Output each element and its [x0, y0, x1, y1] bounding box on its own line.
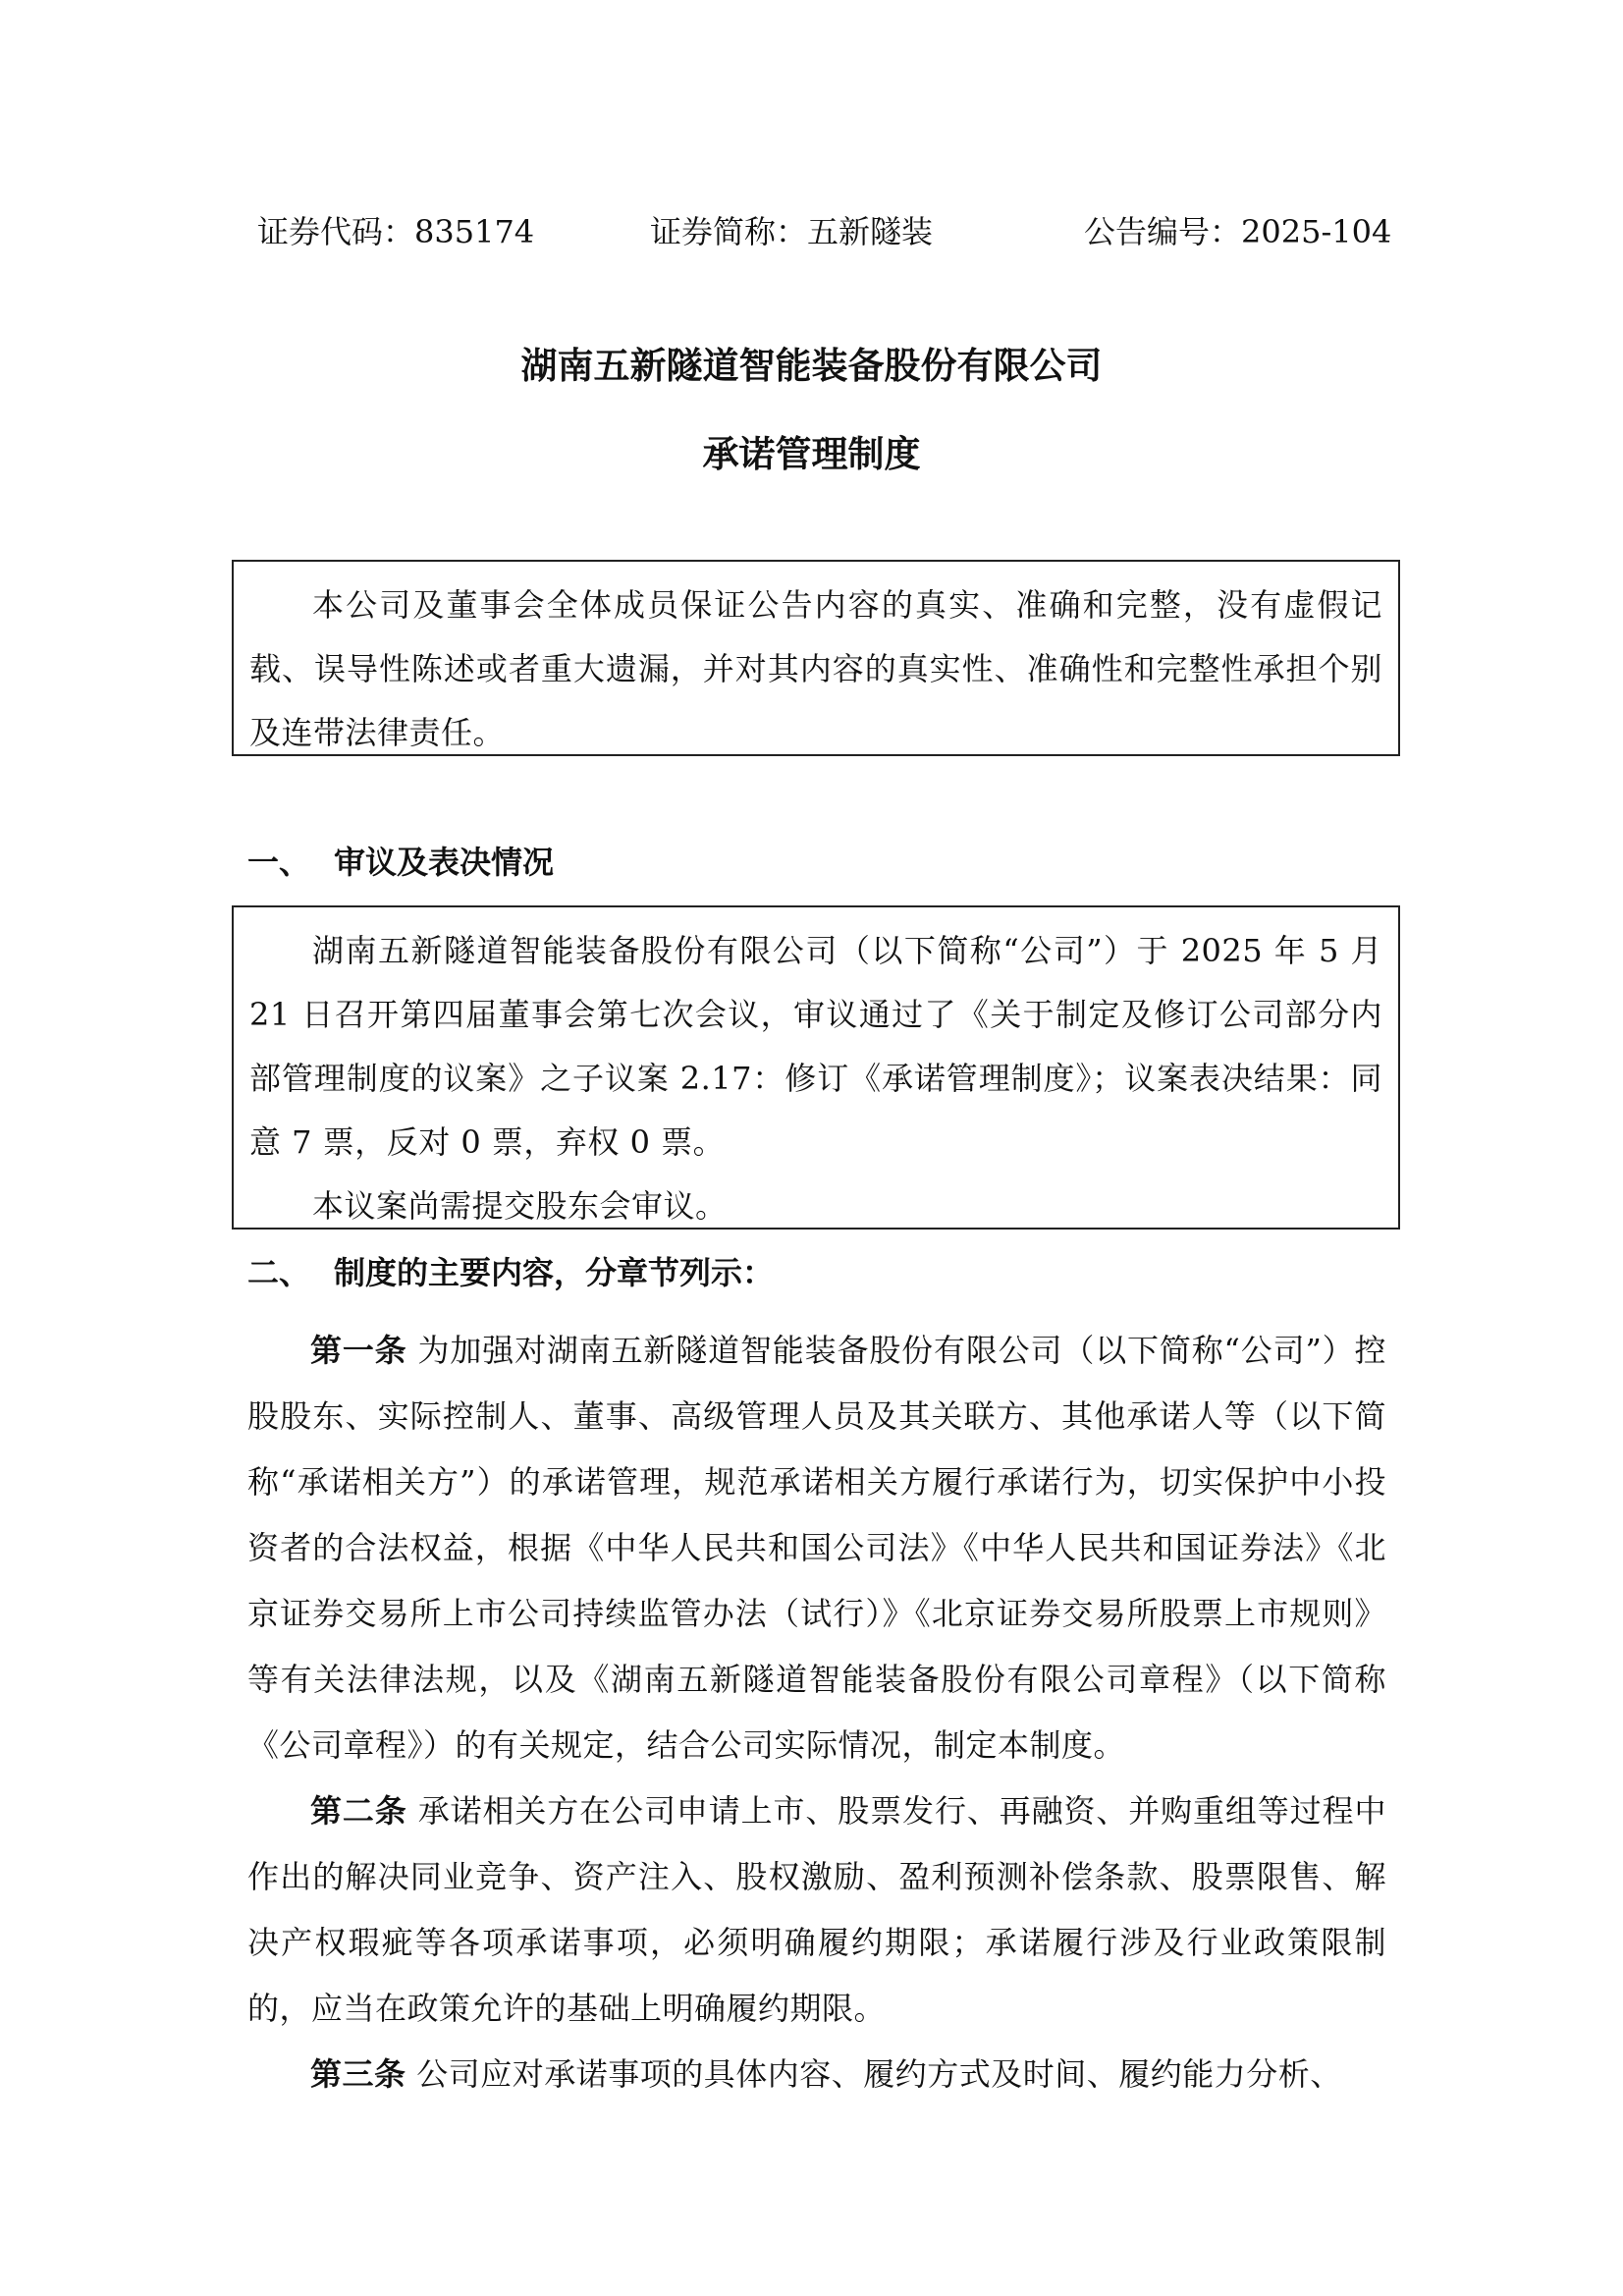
review-note: 本议案尚需提交股东会审议。: [312, 1187, 728, 1225]
section-title: 审议及表决情况: [334, 844, 555, 881]
stock-abbreviation: 证券简称：五新隧装: [650, 213, 934, 250]
article-text: 为加强对湖南五新隧道智能装备股份有限公司（以下简称“公司”）控股股东、实际控制人、董事、高级管理人员及其关联方、其他承诺人等（以下简称“承诺相关方”）的承诺管理，规范承诺相关方履行承诺行为，切实保护中小投资者的合法权益，根据《中华人民共和国公司法》《中华人民共和国证券法》《北京证券交易所上市公司持续监管办法（试行）》《北京证券交易所股票上市规则》等有关法律法规，以及《湖南五新隧道智能装备股份有限公司章程》（以下简称《公司章程》）的有关规定，结合公司实际情况，制定本制度。: [247, 1332, 1386, 1764]
article-label: 第三条: [310, 2055, 406, 2093]
stock-code: 证券代码：835174: [257, 213, 535, 250]
company-title: 湖南五新隧道智能装备股份有限公司: [520, 345, 1103, 387]
announcement-header: [257, 208, 1392, 255]
review-paragraph: 湖南五新隧道智能装备股份有限公司（以下简称“公司”）于 2025 年 5 月 21 日召开第四届董事会第七次会议，审议通过了《关于制定及修订公司部分内部管理制度的议案》之子议案 2.17：修订《承诺管理制度》；议案表决结果：同意 7 票，反对 0 票，弃权 0 票。: [249, 932, 1382, 1161]
disclaimer-box: [232, 560, 1400, 756]
article-label: 第一条: [310, 1332, 407, 1369]
section-heading-review: [247, 839, 554, 886]
articles-body: [247, 1318, 1386, 2107]
article-label: 第二条: [310, 1792, 407, 1830]
section-heading-content: [247, 1249, 774, 1296]
article-paragraph: [247, 2042, 1386, 2107]
section-number: 一、: [247, 844, 311, 881]
article-text: 承诺相关方在公司申请上市、股票发行、再融资、并购重组等过程中作出的解决同业竞争、资产注入、股权激励、盈利预测补偿条款、股票限售、解决产权瑕疵等各项承诺事项，必须明确履约期限；承诺履行涉及行业政策限制的，应当在政策允许的基础上明确履约期限。: [247, 1792, 1386, 2027]
article-paragraph: [247, 1318, 1386, 1778]
disclaimer-text: 本公司及董事会全体成员保证公告内容的真实、准确和完整，没有虚假记载、误导性陈述或者重大遗漏，并对其内容的真实性、准确性和完整性承担个别及连带法律责任。: [249, 586, 1382, 751]
section-number: 二、: [247, 1254, 311, 1291]
article-text: 公司应对承诺事项的具体内容、履约方式及时间、履约能力分析、: [416, 2055, 1342, 2093]
article-paragraph: [247, 1778, 1386, 2042]
review-box: [232, 905, 1400, 1230]
section-title: 制度的主要内容，分章节列示：: [334, 1254, 775, 1291]
document-title: 承诺管理制度: [702, 433, 921, 475]
announcement-number: 公告编号：2025-104: [1084, 213, 1392, 250]
